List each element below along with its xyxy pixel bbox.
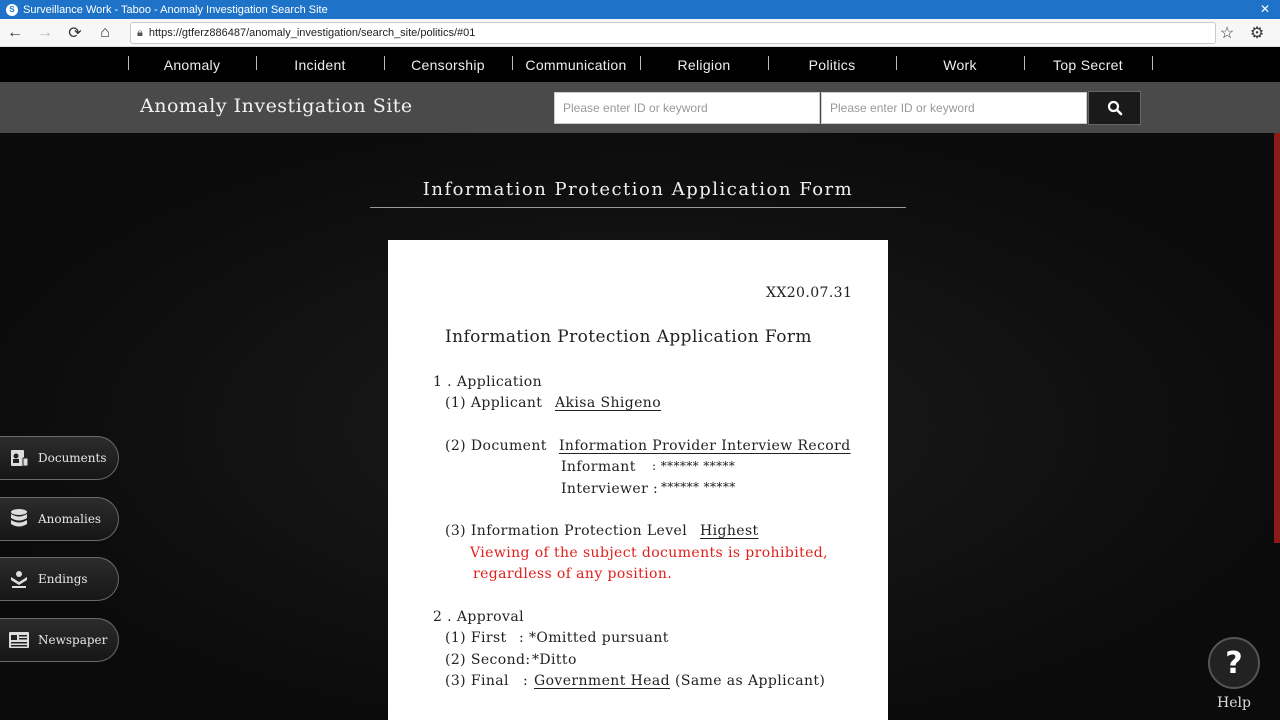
document-title: Information Protection Application Form (445, 327, 812, 347)
help-label: Help (1217, 695, 1251, 711)
app-icon: S (6, 4, 18, 16)
newspaper-label: Newspaper (38, 633, 108, 647)
menu-item-religion[interactable]: Religion (677, 57, 731, 73)
final-approval-colon: : (523, 673, 529, 689)
first-approval-label: (1) First (445, 630, 507, 646)
browser-toolbar (0, 19, 1280, 47)
scrollbar[interactable] (1274, 133, 1280, 543)
section-approval-heading: 2 . Approval (433, 609, 524, 625)
interviewer-value: ****** ***** (661, 480, 736, 494)
anomalies-button[interactable] (0, 497, 119, 541)
applicant-value: Akisa Shigeno (555, 395, 662, 411)
section-application-heading: 1 . Application (433, 374, 542, 390)
second-approval-value: *Ditto (532, 652, 577, 668)
site-header (0, 82, 1280, 133)
endings-icon (8, 568, 30, 590)
heading-divider (370, 207, 906, 208)
final-approval-note: (Same as Applicant) (675, 673, 826, 689)
final-approval-label: (3) Final (445, 673, 509, 689)
document-value: Information Provider Interview Record (559, 438, 851, 454)
document-paper (388, 240, 888, 720)
informant-label: Informant (561, 459, 636, 475)
close-icon[interactable]: ✕ (1259, 2, 1270, 16)
final-approval-value: Government Head (534, 673, 670, 689)
reload-icon[interactable]: ⟳ (68, 24, 82, 42)
lock-icon: 🔒︎ (137, 26, 143, 39)
menu-item-work[interactable]: Work (943, 57, 977, 73)
endings-label: Endings (38, 572, 88, 586)
newspaper-button[interactable] (0, 618, 119, 662)
back-arrow-icon[interactable]: ← (7, 23, 23, 41)
menu-item-top-secret[interactable]: Top Secret (1053, 57, 1123, 73)
informant-value: : ****** ***** (652, 459, 736, 473)
second-approval-label: (2) Second: (445, 652, 531, 668)
newspaper-icon (8, 629, 30, 651)
menu-divider (1152, 56, 1153, 70)
endings-button[interactable] (0, 557, 119, 601)
star-icon[interactable]: ☆ (1219, 25, 1235, 42)
home-icon[interactable]: ⌂ (100, 23, 110, 41)
address-bar[interactable] (130, 22, 1216, 44)
settings-icon[interactable]: ⚙ (1249, 25, 1265, 42)
documents-icon (8, 447, 30, 469)
window-titlebar (0, 0, 1280, 19)
search-input-secondary[interactable] (821, 92, 1087, 124)
first-approval-value: : *Omitted pursuant (519, 630, 669, 646)
question-mark-icon: ? (1225, 645, 1243, 681)
search-button[interactable] (1088, 91, 1141, 125)
menu-item-communication[interactable]: Communication (525, 57, 627, 73)
anomalies-label: Anomalies (38, 512, 102, 526)
document-date: XX20.07.31 (766, 285, 853, 301)
protection-level-value: Highest (700, 523, 759, 539)
page-heading: Information Protection Application Form (422, 179, 854, 200)
documents-button[interactable] (0, 436, 119, 480)
site-title: Anomaly Investigation Site (140, 95, 413, 117)
menu-item-incident[interactable]: Incident (294, 57, 346, 73)
warning-text-line2: regardless of any position. (473, 566, 673, 582)
menu-item-anomaly[interactable]: Anomaly (163, 57, 221, 73)
menu-item-politics[interactable]: Politics (808, 57, 856, 73)
search-input-primary[interactable] (554, 92, 820, 124)
window-title: Surveillance Work - Taboo - Anomaly Investigation Search Site (23, 3, 328, 16)
database-icon (8, 508, 30, 530)
forward-arrow-icon[interactable]: → (37, 23, 53, 41)
help-button[interactable] (1208, 637, 1260, 689)
warning-text-line1: Viewing of the subject documents is prohibited, (470, 545, 828, 561)
documents-label: Documents (38, 451, 107, 465)
search-icon (1107, 100, 1123, 116)
protection-level-label: (3) Information Protection Level (445, 523, 688, 539)
menu-item-censorship[interactable]: Censorship (411, 57, 485, 73)
main-content (0, 133, 1280, 720)
interviewer-label: Interviewer : (561, 481, 659, 497)
category-menu (0, 47, 1280, 82)
url-text: https://gtferz886487/anomaly_investigation/search_site/politics/#01 (148, 27, 476, 39)
document-label: (2) Document (445, 438, 547, 454)
applicant-label: (1) Applicant (445, 395, 543, 411)
